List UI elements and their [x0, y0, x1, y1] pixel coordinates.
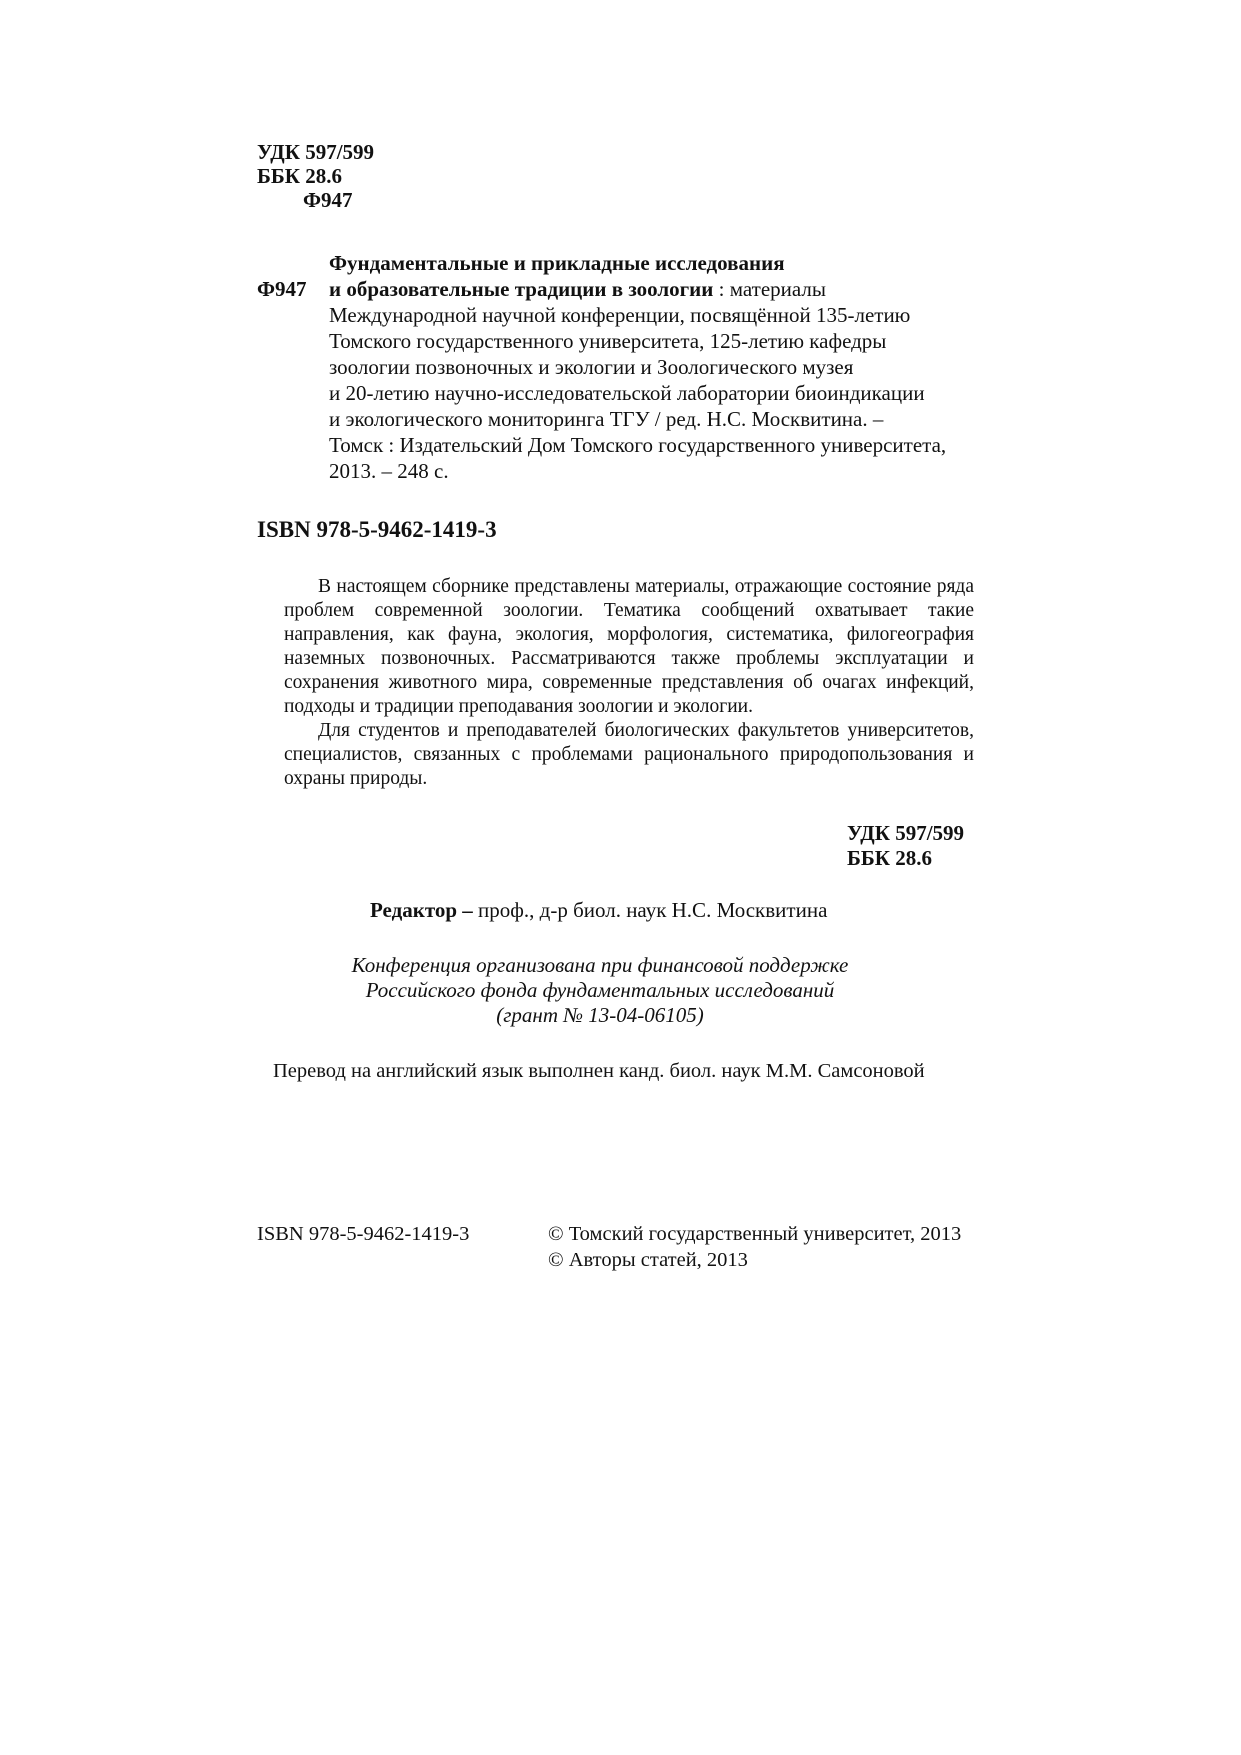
isbn-imprint: ISBN 978-5-9462-1419-3	[257, 1223, 470, 1245]
grant-line-1: Конференция организована при финансовой поддержке	[351, 953, 849, 977]
editor-label: Редактор –	[370, 898, 473, 922]
classification-codes-top	[257, 140, 374, 212]
grant-line-3: (грант № 13-04-06105)	[496, 1003, 704, 1027]
bib-line: и экологического мониторинга ТГУ / ред. Н.С. Москвитина. –	[329, 407, 884, 431]
book-title-line-1: Фундаментальные и прикладные исследования	[329, 251, 785, 275]
copyright-authors: © Авторы статей, 2013	[548, 1249, 748, 1271]
translation-note: Перевод на английский язык выполнен канд. биол. наук М.М. Самсоновой	[273, 1060, 925, 1082]
bib-line: зоологии позвоночных и экологии и Зоологического музея	[329, 355, 854, 379]
udk-code: УДК 597/599	[257, 140, 375, 164]
udk-code-bottom: УДК 597/599	[847, 821, 965, 845]
bib-line: Томского государственного университета, 125-летию кафедры	[329, 329, 887, 353]
annotation	[284, 575, 974, 791]
copyright-university: © Томский государственный университет, 2013	[548, 1223, 962, 1245]
copyright-block	[548, 1221, 961, 1273]
bib-line: Международной научной конференции, посвящённой 135-летию	[329, 303, 911, 327]
annotation-paragraph-2: Для студентов и преподавателей биологических факультетов университетов, специалистов, связанных с проблемами рационального природопользования и охраны природы.	[284, 720, 974, 789]
grant-note	[300, 953, 900, 1028]
grant-line-2: Российского фонда фундаментальных исследований	[365, 978, 835, 1002]
bib-cutter-code: Ф947	[257, 277, 307, 301]
editor-line	[370, 897, 827, 923]
book-title-line-2	[329, 276, 1017, 302]
bib-row-main	[257, 276, 1017, 484]
bbk-code-bottom: ББК 28.6	[847, 846, 932, 870]
bib-row-title-1	[257, 250, 1017, 276]
editor-name: проф., д-р биол. наук Н.С. Москвитина	[472, 898, 828, 922]
bbk-code: ББК 28.6	[257, 164, 342, 188]
bibliographic-record	[257, 250, 1017, 484]
bib-line: и 20-летию научно-исследовательской лаборатории биоиндикации	[329, 381, 925, 405]
cutter-code: Ф947	[303, 188, 353, 212]
isbn-main: ISBN 978-5-9462-1419-3	[257, 517, 497, 542]
classification-codes-bottom	[847, 821, 964, 871]
book-title-line-2-suffix: : материалы	[713, 277, 826, 301]
annotation-paragraph-1: В настоящем сборнике представлены материалы, отражающие состояние ряда проблем современной зоологии. Тематика сообщений охватывает такие направления, как фауна, экология, морфология, систематика, филогеография наземных позвоночных. Рассматриваются также проблемы эксплуатации и сохранения животного мира, современные представления об очагах инфекций, подходы и традиции преподавания зоологии и экологии.	[284, 576, 974, 717]
bib-line: Томск : Издательский Дом Томского государственного университета,	[329, 433, 947, 457]
book-title-line-2-bold: и образовательные традиции в зоологии	[329, 277, 714, 301]
bib-line: 2013. – 248 с.	[329, 459, 449, 483]
